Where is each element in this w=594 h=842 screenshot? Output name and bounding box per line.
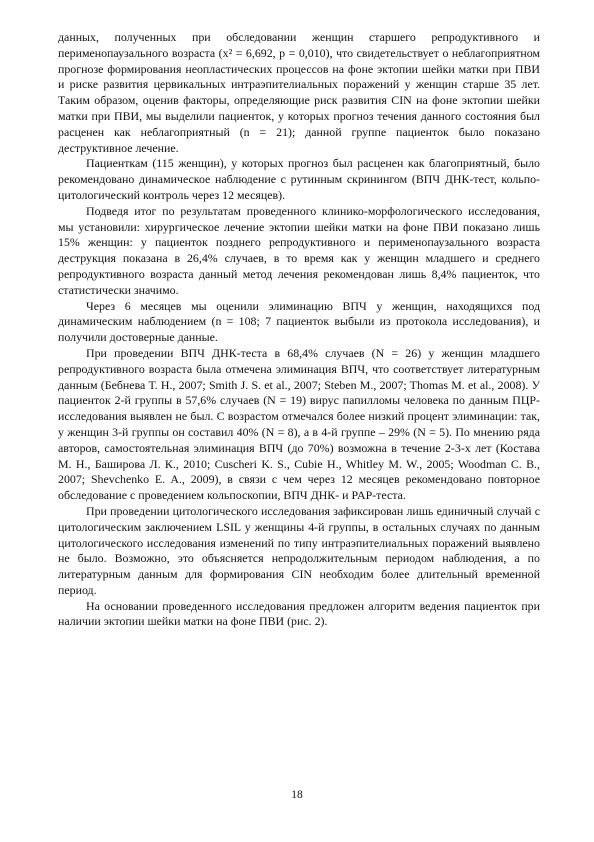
paragraph-summary-results: Подведя итог по результатам проведенного клинико-морфологического исследования, мы установили: хирургическое лечение эктопии шейки матки на фоне ПВИ показано лишь 15% женщин: у пациенток позднего репродуктивного и перименопаузального возраста деструкция показана в 26,4% случаев, в то время как у женщин младшего и среднего репродуктивного возраста данный метод лечения рекомендован лишь 8,4% пациенток, что статистически значимо. <box>58 203 540 297</box>
page-number: 18 <box>291 789 303 801</box>
paragraph-algorithm: На основании проведенного исследования предложен алгоритм ведения пациенток при наличии эктопии шейки матки на фоне ПВИ (рис. 2). <box>58 598 540 629</box>
paragraph-cytology: При проведении цитологического исследования зафиксирован лишь единичный случай с цитологическим заключением LSIL у женщины 4-й группы, в остальных случаях по данным цитологического исследования изменений по типу интраэпителиальных поражений выявлено не было. Возможно, это объясняется непродолжительным периодом наблюдения, а по литературным данным для формирования CIN необходим более длительный временной период. <box>58 503 540 597</box>
paragraph-continuation: данных, полученных при обследовании женщин старшего репродуктивного и перименопаузального возраста (x² = 6,692, p = 0,010), что свидетельствует о неблагоприятном прогнозе формирования неопластических процессов на фоне эктопии шейки матки при ПВИ и риске развития цервикальных интраэпителиальных поражений у женщин старше 35 лет. Таким образом, оценив факторы, определяющие риск развития CIN на фоне эктопии шейки матки при ПВИ, мы выделили пациенток, у которых прогноз течения данного состояния был расценен как неблагоприятный (n = 21); данной группе пациенток было показано деструктивное лечение. <box>58 30 540 155</box>
paragraph-dna-test: При проведении ВПЧ ДНК-теста в 68,4% случаев (N = 26) у женщин младшего репродуктивного возраста была отмечена элиминация ВПЧ, что соответствует литературным данным (Бебнева Т. Н., 2007; Smith J. S. et al., 2007; Steben M., 2007; Thomas M. et al., 2008). У пациенток 2-й группы в 57,6% случаев (N = 19) вирус папилломы человека по данным ПЦР-исследования выявлен не был. С возрастом отмечался более низкий процент элиминации: так, у женщин 3-й группы он составил 40% (N = 8), а в 4-й группе – 29% (N = 5). По мнению ряда авторов, самостоятельная элиминация ВПЧ (до 70%) возможна в течение 2-3-х лет (Костава М. Н., Баширова Л. К., 2010; Cuscheri K. S., Cubie H., Whitley M. W., 2005; Woodman C. B., 2007; Shevchenko E. A., 2009), в связи с чем через 12 месяцев рекомендовано повторное обследование с проведением кольпоскопии, ВПЧ ДНК- и PAP-теста. <box>58 345 540 503</box>
paragraph-favorable-prognosis: Пациенткам (115 женщин), у которых прогноз был расценен как благоприятный, было рекомендовано динамическое наблюдение с рутинным скринингом (ВПЧ ДНК-тест, кольпо-цитологический контроль через 12 месяцев). <box>58 156 540 202</box>
paragraph-hpv-elimination: Через 6 месяцев мы оценили элиминацию ВПЧ у женщин, находящихся под динамическим наблюдением (n = 108; 7 пациенток выбыли из протокола исследования), и получили достоверные данные. <box>58 298 540 345</box>
document-body <box>58 30 540 630</box>
